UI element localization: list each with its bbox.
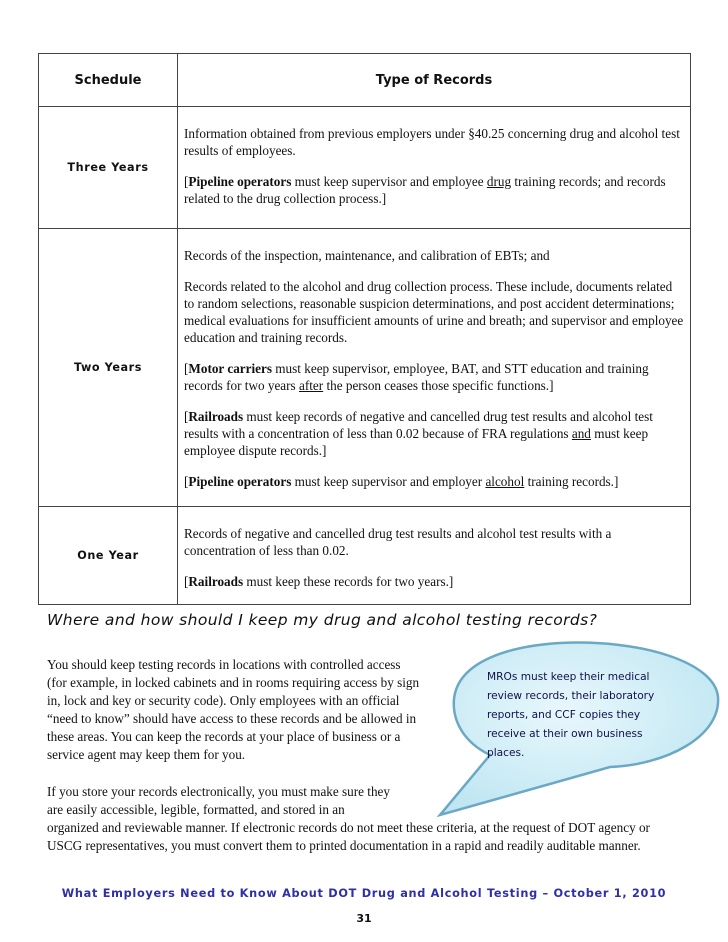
table-row	[39, 507, 691, 605]
body-paragraph: You should keep testing records in locations with controlled access (for example, in locked cabinets and in rooms requiring access by sign in, lock and key or security code). Only employees with an official “need to know” should have access to these records and be allowed in these areas. You can keep the records at your place of business or a service agent may keep them for you.	[47, 657, 420, 762]
record-note: [Motor carriers must keep supervisor, employee, BAT, and STT education and training records for two years after the person ceases those specific functions.]	[184, 361, 649, 393]
section-heading: Where and how should I keep my drug and alcohol testing records?	[47, 611, 598, 629]
record-text: Records of the inspection, maintenance, and calibration of EBTs; and	[184, 248, 550, 263]
record-text: Information obtained from previous employers under §40.25 concerning drug and alcohol test results of employees.	[184, 126, 680, 158]
record-note: [Pipeline operators must keep supervisor and employee drug training records; and records related to the drug collection process.]	[184, 174, 666, 206]
table-row	[39, 107, 691, 229]
callout-text: MROs must keep their medical review records, their laboratory reports, and CCF copies they receive at their own business places.	[487, 671, 655, 759]
schedule-three-years: Three Years	[39, 107, 178, 229]
records-cell	[178, 107, 691, 229]
record-note: [Railroads must keep records of negative and cancelled drug test results and alcohol test results with a concentration of less than 0.02 because of FRA regulations and must keep employee dispute records.]	[184, 409, 653, 458]
record-note: [Pipeline operators must keep supervisor and employer alcohol training records.]	[184, 474, 619, 489]
page-number: 31	[356, 912, 372, 925]
body-paragraph: If you store your records electronically, you must make sure they are easily accessible, legible, formatted, and stored in an organized and reviewable manner. If electronic records do not meet these criteria, at the request of DOT agency or USCG representatives, you must convert them to printed documentation in a rapid and readily auditable manner.	[47, 784, 650, 853]
footer-title: What Employers Need to Know About DOT Drug and Alcohol Testing – October 1, 2010	[61, 887, 667, 900]
schedule-two-years: Two Years	[39, 229, 178, 507]
header-type-of-records: Type of Records	[178, 54, 691, 107]
header-schedule: Schedule	[39, 54, 178, 107]
table-header-row	[39, 54, 691, 107]
records-cell	[178, 507, 691, 605]
records-retention-table	[38, 53, 691, 605]
record-text: Records of negative and cancelled drug test results and alcohol test results with a concentration of less than 0.02.	[184, 526, 612, 558]
records-cell	[178, 229, 691, 507]
table-row	[39, 229, 691, 507]
schedule-one-year: One Year	[39, 507, 178, 605]
record-text: Records related to the alcohol and drug collection process. These include, documents related to random selections, reasonable suspicion determinations, and post accident determinations; medical evaluations for insufficient amounts of urine and breath; and supervisor and employee education and training records.	[184, 279, 684, 345]
record-note: [Railroads must keep these records for two years.]	[184, 574, 454, 589]
